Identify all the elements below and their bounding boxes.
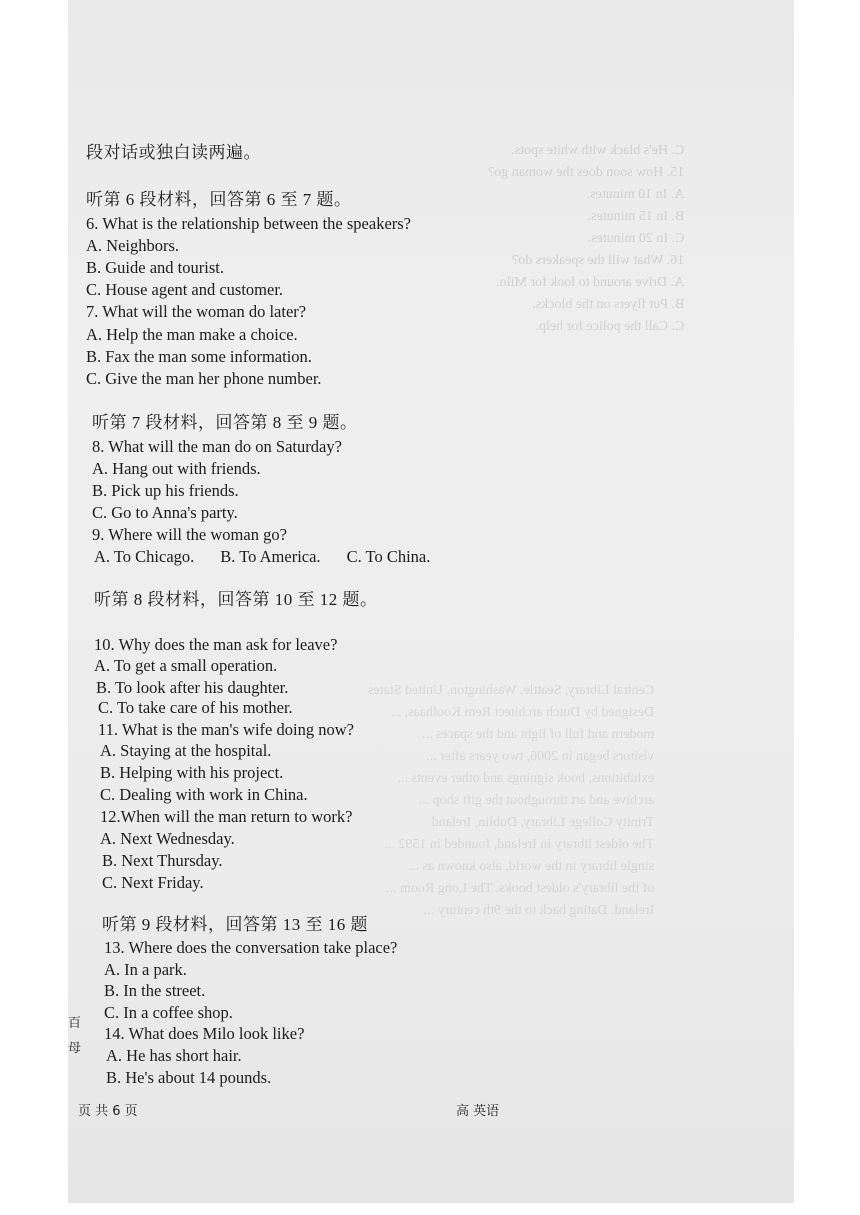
answer-option: B. In the street. <box>104 981 206 1000</box>
question: 6. What is the relationship between the speakers? <box>86 214 412 233</box>
answer-option: C. In a coffee shop. <box>104 1003 233 1022</box>
answer-option: C. Give the man her phone number. <box>86 369 322 388</box>
answer-option: B. Guide and tourist. <box>86 258 224 277</box>
answer-option: A. To Chicago. <box>94 547 195 566</box>
margin-mark: 百 <box>68 1016 82 1031</box>
question: 14. What does Milo look like? <box>104 1024 305 1043</box>
section-heading: 听第 8 段材料，回答第 10 至 12 题。 <box>94 590 378 609</box>
answer-option: C. To China. <box>346 547 431 566</box>
question: 13. Where does the conversation take place? <box>104 938 398 957</box>
answer-option: C. Dealing with work in China. <box>100 785 308 804</box>
answer-option: B. To America. <box>220 547 321 566</box>
reverse-side-bleed: C. He's black with white spots. 15. How soon does the woman go? A. In 10 minutes. B. In 15 minutes. C. In 20 minutes. 16. What will the speakers do? A. Drive around to look for Milo. B. Put flyers on the blocks. C. Call the police for help. <box>488 143 685 334</box>
answer-option: B. To look after his daughter. <box>96 678 289 697</box>
margin-mark: 母 <box>68 1041 82 1056</box>
section-heading: 听第 7 段材料，回答第 8 至 9 题。 <box>92 413 358 432</box>
answer-option: B. He's about 14 pounds. <box>106 1068 272 1087</box>
answer-option: A. To get a small operation. <box>94 656 278 675</box>
answer-option: B. Fax the man some information. <box>86 347 312 366</box>
answer-option: C. To take care of his mother. <box>98 698 293 717</box>
question: 10. Why does the man ask for leave? <box>94 635 338 654</box>
answer-option: C. House agent and customer. <box>86 280 284 299</box>
options-row <box>94 547 430 567</box>
answer-option: B. Helping with his project. <box>100 763 284 782</box>
answer-option: B. Pick up his friends. <box>92 481 239 500</box>
reverse-side-bleed-2: Central Library, Seattle, Washington, United States Designed by Dutch architect Rem Koolhaas, ... modern and full of light and the spaces ... visitors began in 2006, two years after ... exhibitions, book signings and other events ... archive and art throughout the gift shop ... Trinity College Library, Dublin, Ireland The oldest library in Ireland, founded in 1592 ... single library in the world, also known as ... of the library's oldest books. The Long Room ... Ireland. Dating back to the 9th century ... <box>368 683 655 918</box>
answer-option: A. Help the man make a choice. <box>86 325 298 344</box>
answer-option: A. Neighbors. <box>86 236 180 255</box>
question: 8. What will the man do on Saturday? <box>92 437 342 456</box>
answer-option: A. Staying at the hospital. <box>100 741 272 760</box>
answer-option: A. He has short hair. <box>106 1046 242 1065</box>
question: 9. Where will the woman go? <box>92 525 287 544</box>
answer-option: B. Next Thursday. <box>102 851 223 870</box>
question: 12.When will the man return to work? <box>100 807 353 826</box>
question: 7. What will the woman do later? <box>86 302 307 321</box>
section-heading: 听第 6 段材料，回答第 6 至 7 题。 <box>86 190 352 209</box>
answer-option: C. Go to Anna's party. <box>92 503 238 522</box>
intro-line: 段对话或独白读两遍。 <box>86 143 261 162</box>
section-heading: 听第 9 段材料，回答第 13 至 16 题 <box>102 915 368 934</box>
page-info: 页 共 6 页 <box>78 1104 138 1119</box>
answer-option: A. In a park. <box>104 960 187 979</box>
subject-label: 高 英语 <box>456 1104 500 1119</box>
answer-option: A. Next Wednesday. <box>100 829 235 848</box>
question: 11. What is the man's wife doing now? <box>98 720 354 739</box>
answer-option: A. Hang out with friends. <box>92 459 261 478</box>
answer-option: C. Next Friday. <box>102 873 204 892</box>
